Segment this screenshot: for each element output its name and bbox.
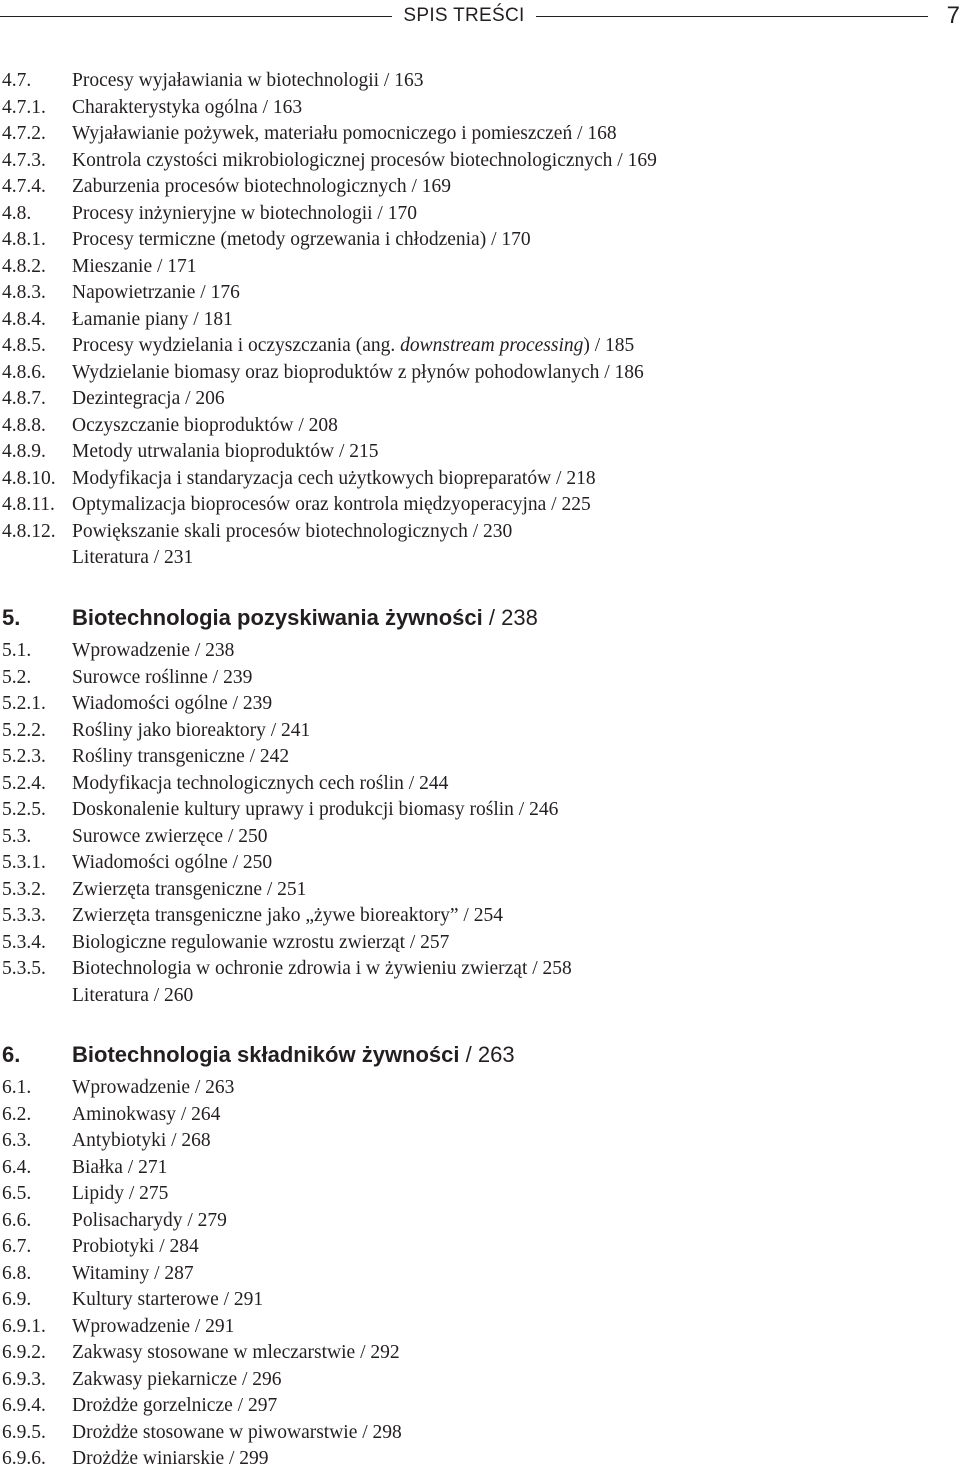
entry-title: Napowietrzanie / 176: [72, 282, 240, 303]
entry-number: 6.6.: [2, 1209, 32, 1231]
entry-title: Doskonalenie kultury uprawy i produkcji biomasy roślin / 246: [72, 799, 559, 820]
entry-title: Wprowadzenie / 263: [72, 1077, 235, 1098]
entry-number: 6.9.6.: [2, 1448, 46, 1469]
toc-entry: [0, 148, 960, 174]
toc-entry: [0, 1261, 960, 1287]
entry-number: 6.8.: [2, 1262, 32, 1284]
entry-title: Procesy inżynieryjne w biotechnologii / 170: [72, 202, 417, 224]
entry-number: 5.3.2.: [2, 878, 46, 900]
toc-entry: [0, 280, 960, 306]
toc-entry: [0, 983, 960, 1009]
entry-title: Probiotyki / 284: [72, 1236, 199, 1257]
entry-title: Kultury starterowe / 291: [72, 1289, 264, 1310]
entry-number: 4.8.4.: [2, 308, 46, 330]
entry-title: Literatura / 231: [72, 547, 194, 568]
entry-title: Zaburzenia procesów biotechnologicznych / 169: [72, 176, 452, 197]
toc-entry: [0, 744, 960, 770]
entry-number: 5.2.5.: [2, 799, 46, 820]
toc-entry: [0, 413, 960, 439]
entry-number: 4.8.11.: [2, 494, 55, 515]
entry-title-part: Procesy wydzielania i oczyszczania (ang.: [72, 335, 401, 356]
entry-number: 5.1.: [2, 640, 32, 661]
entry-number: 4.7.: [2, 70, 32, 91]
chapter-title-text: Biotechnologia pozyskiwania żywności: [72, 605, 483, 630]
toc-entry: [0, 1102, 960, 1128]
entry-number: 6.9.5.: [2, 1421, 46, 1443]
chapter-heading: [0, 601, 960, 635]
entry-title-part: ) / 185: [583, 335, 635, 356]
toc-entry: [0, 1128, 960, 1154]
entry-number: 6.5.: [2, 1183, 32, 1204]
toc-entry: [0, 492, 960, 518]
entry-number: 4.8.2.: [2, 255, 46, 277]
toc-entry: [0, 333, 960, 359]
toc-entry: [0, 227, 960, 253]
entry-number: 4.8.: [2, 202, 32, 224]
entry-title: Biologiczne regulowanie wzrostu zwierząt / 257: [72, 931, 450, 953]
entry-number: 4.8.7.: [2, 388, 46, 409]
entry-number: 5.2.3.: [2, 746, 46, 767]
toc-entry: [0, 930, 960, 956]
entry-number: 4.8.8.: [2, 414, 46, 436]
entry-title: Mieszanie / 171: [72, 255, 197, 277]
entry-title: Wiadomości ogólne / 250: [72, 852, 273, 873]
entry-title: Antybiotyki / 268: [72, 1130, 211, 1151]
entry-title: Polisacharydy / 279: [72, 1209, 227, 1231]
toc-entry: [0, 307, 960, 333]
entry-number: 4.8.12.: [2, 520, 56, 542]
chapter-title-text: Biotechnologia składników żywności: [72, 1042, 460, 1067]
toc-entry: [0, 439, 960, 465]
entry-title: Wprowadzenie / 238: [72, 640, 235, 661]
entry-number: 4.7.2.: [2, 123, 46, 144]
entry-title: Oczyszczanie bioproduktów / 208: [72, 414, 338, 436]
entry-title: Aminokwasy / 264: [72, 1103, 221, 1125]
entry-title: Modyfikacja technologicznych cech roślin / 244: [72, 772, 449, 794]
entry-number: 6.9.1.: [2, 1315, 46, 1337]
entry-number: 6.1.: [2, 1077, 32, 1098]
entry-title: Metody utrwalania bioproduktów / 215: [72, 441, 379, 462]
entry-title: Kontrola czystości mikrobiologicznej procesów biotechnologicznych / 169: [72, 149, 657, 171]
entry-number: 6.9.2.: [2, 1342, 46, 1363]
entry-title: Wyjaławianie pożywek, materiału pomocniczego i pomieszczeń / 168: [72, 123, 617, 144]
entry-title: Witaminy / 287: [72, 1262, 194, 1284]
toc-entry: [0, 545, 960, 571]
toc-entry: [0, 1181, 960, 1207]
entry-number: 5.3.3.: [2, 905, 46, 926]
toc-entry: [0, 850, 960, 876]
entry-title: Optymalizacja bioprocesów oraz kontrola międzyoperacyjna / 225: [72, 494, 591, 515]
chapter-number: 6.: [2, 1042, 21, 1067]
chapter-heading: [0, 1038, 960, 1072]
page-number: 7: [946, 2, 960, 29]
entry-title: Wydzielanie biomasy oraz bioproduktów z płynów pohodowlanych / 186: [72, 361, 644, 383]
toc-entry: [0, 1075, 960, 1101]
entry-number: 4.8.6.: [2, 361, 46, 383]
entry-title: Łamanie piany / 181: [72, 308, 233, 330]
entry-number: 6.4.: [2, 1156, 32, 1178]
entry-number: 5.3.5.: [2, 958, 46, 979]
entry-number: 5.3.: [2, 825, 32, 847]
entry-title: Modyfikacja i standaryzacja cech użytkowych biopreparatów / 218: [72, 467, 596, 489]
entry-title: Procesy wyjaławiania w biotechnologii / 163: [72, 70, 424, 91]
toc-entry: [0, 466, 960, 492]
toc-entry: [0, 1367, 960, 1393]
toc-entry: [0, 1155, 960, 1181]
entry-number: 5.2.2.: [2, 719, 46, 741]
entry-title: Zwierzęta transgeniczne / 251: [72, 878, 307, 900]
entry-number: 4.8.10.: [2, 467, 56, 489]
entry-title: Surowce roślinne / 239: [72, 666, 253, 688]
toc-entry: [0, 68, 960, 94]
entry-title: Wiadomości ogólne / 239: [72, 693, 273, 714]
entry-title: Drożdże winiarskie / 299: [72, 1448, 269, 1469]
chapter-title: [72, 1038, 515, 1072]
toc-entry: [0, 718, 960, 744]
entry-number: 6.7.: [2, 1236, 32, 1257]
toc-entry: [0, 665, 960, 691]
chapter-title: [72, 601, 538, 635]
entry-title: [72, 333, 634, 359]
entry-number: 4.8.9.: [2, 441, 46, 462]
toc-entry: [0, 824, 960, 850]
entry-number: 6.2.: [2, 1103, 32, 1125]
toc-entry: [0, 797, 960, 823]
toc-entry: [0, 360, 960, 386]
entry-number: 5.3.4.: [2, 931, 46, 953]
entry-title: Zakwasy piekarnicze / 296: [72, 1368, 282, 1390]
entry-title: Rośliny jako bioreaktory / 241: [72, 719, 311, 741]
toc-entry: [0, 1393, 960, 1419]
entry-title: Zakwasy stosowane w mleczarstwie / 292: [72, 1342, 400, 1363]
entry-number: 4.7.4.: [2, 176, 46, 197]
entry-title: Drożdże gorzelnicze / 297: [72, 1395, 278, 1416]
toc-entry: [0, 95, 960, 121]
chapter-number: 5.: [2, 605, 21, 630]
toc-entry: [0, 519, 960, 545]
entry-number: 5.2.1.: [2, 693, 46, 714]
entry-title: Powiększanie skali procesów biotechnologicznych / 230: [72, 520, 513, 542]
toc-entry: [0, 691, 960, 717]
entry-title: Literatura / 260: [72, 984, 194, 1006]
entry-number: 4.7.1.: [2, 96, 46, 118]
entry-number: 6.3.: [2, 1130, 32, 1151]
toc-entry: [0, 903, 960, 929]
toc-entry: [0, 956, 960, 982]
toc-entry: [0, 121, 960, 147]
toc-entry: [0, 1420, 960, 1446]
toc-entry: [0, 174, 960, 200]
toc-entry: [0, 771, 960, 797]
entry-number: 4.7.3.: [2, 149, 46, 171]
entry-number: 5.2.4.: [2, 772, 46, 794]
entry-number: 6.9.3.: [2, 1368, 46, 1390]
chapter-page: / 238: [488, 605, 538, 630]
toc-entry: [0, 1314, 960, 1340]
entry-number: 4.8.1.: [2, 229, 46, 250]
toc-entry: [0, 1287, 960, 1313]
entry-number: 5.2.: [2, 666, 32, 688]
entry-number: 4.8.3.: [2, 282, 46, 303]
running-head: SPIS TREŚCI: [403, 5, 525, 26]
toc-entry: [0, 1340, 960, 1366]
chapter-page: / 263: [465, 1042, 515, 1067]
entry-title: Dezintegracja / 206: [72, 388, 225, 409]
toc-entry: [0, 877, 960, 903]
entry-number: 6.9.: [2, 1289, 32, 1310]
toc-entry: [0, 1234, 960, 1260]
entry-title: Charakterystyka ogólna / 163: [72, 96, 303, 118]
entry-title: Wprowadzenie / 291: [72, 1315, 235, 1337]
entry-number: 5.3.1.: [2, 852, 46, 873]
entry-title: Białka / 271: [72, 1156, 168, 1178]
toc-entry: [0, 201, 960, 227]
entry-title-italic: downstream processing: [400, 335, 584, 356]
toc-entry: [0, 1446, 960, 1472]
entry-title: Lipidy / 275: [72, 1183, 169, 1204]
entry-title: Drożdże stosowane w piwowarstwie / 298: [72, 1421, 402, 1443]
entry-title: Zwierzęta transgeniczne jako „żywe bioreaktory” / 254: [72, 905, 503, 926]
entry-title: Surowce zwierzęce / 250: [72, 825, 268, 847]
entry-title: Rośliny transgeniczne / 242: [72, 746, 290, 767]
entry-number: 4.8.5.: [2, 335, 46, 356]
entry-title: Biotechnologia w ochronie zdrowia i w żywieniu zwierząt / 258: [72, 958, 572, 979]
toc-entry: [0, 254, 960, 280]
entry-title: Procesy termiczne (metody ogrzewania i chłodzenia) / 170: [72, 229, 531, 250]
toc-entry: [0, 386, 960, 412]
entry-number: 6.9.4.: [2, 1395, 46, 1416]
toc-entry: [0, 1208, 960, 1234]
toc-entry: [0, 638, 960, 664]
